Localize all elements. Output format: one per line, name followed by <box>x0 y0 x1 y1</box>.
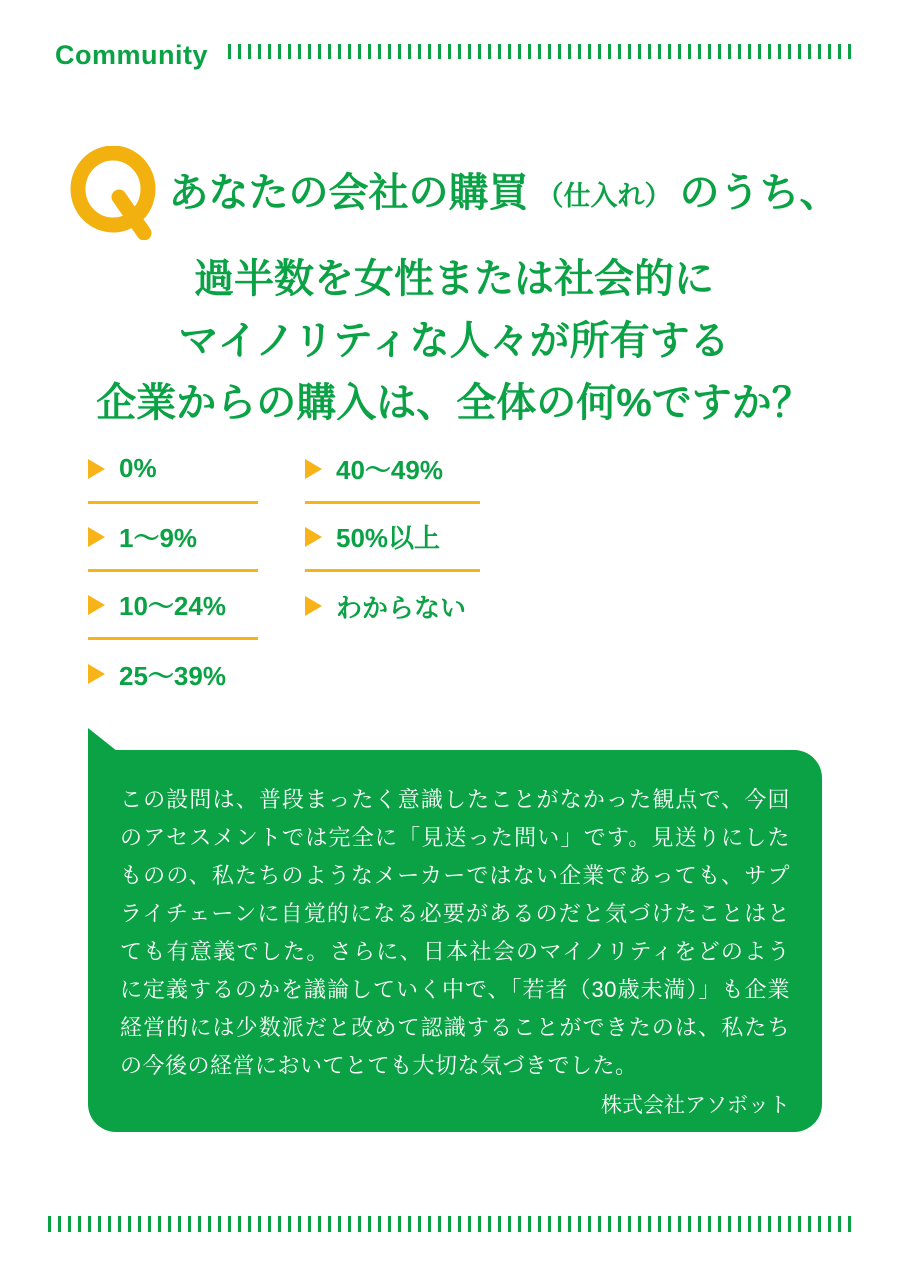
triangle-bullet-icon <box>88 664 105 684</box>
option-10-24-percent <box>88 572 258 640</box>
tick-line-bottom-icon <box>48 1216 858 1232</box>
option-0-percent <box>88 436 258 504</box>
question-line1-tail: のうち、 <box>679 171 840 215</box>
triangle-bullet-icon <box>305 527 322 547</box>
answer-options <box>88 436 480 708</box>
option-25-39-percent <box>88 640 258 708</box>
testimonial-attribution: 株式会社アソボット <box>601 1094 790 1117</box>
option-label: 25〜39% <box>119 660 226 691</box>
testimonial-text: この設問は、普段まったく意識したことがなかった観点で、今回のアセスメントでは完全に「見送った問い」です。見送りにしたものの、私たちのようなメーカーではない企業であっても、サプライチェーンに自覚的になる必要があるのだと気づけたことはとても有意義でした。さらに、日本社会のマイノリティをどのように定義するのかを議論していく中で、「若者（30歳未満）」も企業経営的には少数派だと改めて認識することができたのは、私たちの今後の経営においてとても大切な気づきでした。 <box>120 787 790 1078</box>
options-column-1 <box>88 436 258 708</box>
triangle-bullet-icon <box>88 595 105 615</box>
question-line1-small: （仕入れ） <box>536 181 672 211</box>
speech-bubble-tail-icon <box>88 728 117 751</box>
testimonial-speech-bubble <box>88 750 822 1132</box>
question-heading <box>0 146 908 434</box>
option-label: 10〜24% <box>119 591 226 621</box>
q-mark-icon <box>69 146 161 240</box>
question-line-4: 企業からの購入は、全体の何%ですか？ <box>96 381 812 425</box>
triangle-bullet-icon <box>88 459 105 479</box>
option-label: 40〜49% <box>336 455 443 485</box>
triangle-bullet-icon <box>88 527 105 547</box>
question-line-1 <box>0 146 908 240</box>
options-column-2 <box>305 436 480 708</box>
tick-line-top-icon <box>228 44 856 59</box>
option-label: 50%以上 <box>336 523 441 553</box>
community-section-label: Community <box>55 40 208 70</box>
option-dont-know <box>305 572 480 640</box>
option-40-49-percent <box>305 436 480 504</box>
option-label: 1〜9% <box>119 523 198 553</box>
option-1-9-percent <box>88 504 258 572</box>
option-50-plus-percent <box>305 504 480 572</box>
option-label: 0% <box>119 453 157 483</box>
question-line-3: マイノリティな人々が所有する <box>178 319 730 363</box>
triangle-bullet-icon <box>305 596 322 616</box>
question-line-2: 過半数を女性または社会的に <box>194 257 714 301</box>
triangle-bullet-icon <box>305 459 322 479</box>
question-line1-main: あなたの会社の購買 <box>168 171 529 215</box>
option-label: わからない <box>336 592 467 623</box>
